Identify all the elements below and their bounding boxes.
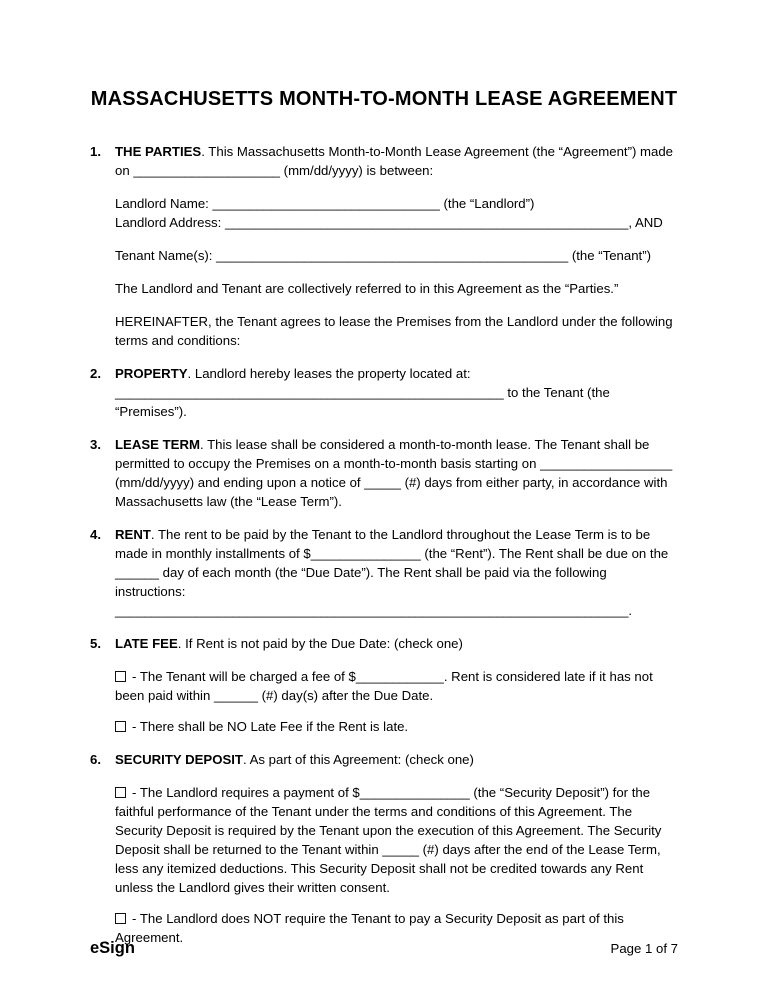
section-number: 5. [90, 636, 101, 651]
section-late-fee [90, 634, 678, 750]
checkbox-icon[interactable] [115, 671, 126, 682]
section-intro-text: . As part of this Agreement: (check one) [243, 752, 474, 767]
parties-clause: The Landlord and Tenant are collectively referred to in this Agreement as the “Parties.” [115, 281, 619, 296]
checkbox-icon[interactable] [115, 913, 126, 924]
section-intro-paragraph [115, 634, 678, 653]
section-body [115, 634, 678, 750]
section-intro-paragraph [115, 525, 678, 620]
section-heading: RENT [115, 527, 151, 542]
section-number: 4. [90, 527, 101, 542]
section-body [115, 142, 678, 364]
landlord-address-line: Landlord Address: _______________________________________________________, AND [115, 215, 663, 230]
section-heading: PROPERTY [115, 366, 188, 381]
check-option-label: - The Landlord requires a payment of $_______________ (the “Security Deposit”) for the faithful performance of the Tenant under the terms and conditions of this Agreement. The Security Deposit is required by the Tenant upon the execution of this Agreement. The Security Deposit shall be returned to the Tenant within _____ (#) days after the end of the Lease Term, less any itemized deductions. This Security Deposit shall not be credited towards any Rent unless the Landlord gives their written consent. [115, 785, 662, 895]
page-number-indicator: Page 1 of 7 [610, 941, 678, 956]
section-property [90, 364, 678, 435]
tenant-name-line: Tenant Name(s): ________________________________________________ (the “Tenant”) [115, 248, 652, 263]
late-fee-option-charged [115, 667, 678, 705]
section-security-deposit [90, 750, 678, 961]
security-deposit-option-required [115, 783, 678, 897]
check-option-label: - There shall be NO Late Fee if the Rent is late. [132, 719, 409, 734]
property-address-line: _____________________________________________________ to the Tenant (the “Premises”). [115, 385, 610, 419]
section-number: 1. [90, 144, 101, 159]
section-intro-text: . Landlord hereby leases the property located at: [187, 366, 471, 381]
section-body [115, 525, 678, 634]
section-body [115, 750, 678, 961]
section-intro-paragraph [115, 435, 678, 511]
checkbox-icon[interactable] [115, 721, 126, 732]
section-number: 6. [90, 752, 101, 767]
section-rent [90, 525, 678, 634]
section-intro-text: . The rent to be paid by the Tenant to the Landlord throughout the Lease Term is to be made in monthly installments of $_______________ (the “Rent”). The Rent shall be due on the ______ day of each month (the “Due Date”). The Rent shall be paid via the following instructions: ______________________________________________________________________. [115, 527, 669, 618]
section-heading: LATE FEE [115, 636, 178, 651]
hereinafter-clause: HEREINAFTER, the Tenant agrees to lease the Premises from the Landlord under the following terms and conditions: [115, 314, 673, 348]
late-fee-option-none [115, 717, 678, 736]
section-intro-text: . This Massachusetts Month-to-Month Lease Agreement (the “Agreement”) made on ____________________ (mm/dd/yyyy) is between: [115, 144, 674, 178]
section-body [115, 364, 678, 435]
landlord-name-line: Landlord Name: _______________________________ (the “Landlord”) [115, 196, 535, 211]
section-body [115, 435, 678, 525]
checkbox-icon[interactable] [115, 787, 126, 798]
section-intro-text: . If Rent is not paid by the Due Date: (check one) [177, 636, 463, 651]
section-number: 2. [90, 366, 101, 381]
page-footer [90, 939, 678, 958]
section-heading: LEASE TERM [115, 437, 200, 452]
esign-logo: eSign [90, 939, 135, 957]
section-heading: SECURITY DEPOSIT [115, 752, 243, 767]
section-the-parties [90, 142, 678, 364]
check-option-label: - The Tenant will be charged a fee of $____________. Rent is considered late if it has not been paid within ______ (#) day(s) after the Due Date. [115, 669, 653, 703]
section-intro-paragraph [115, 364, 678, 383]
section-intro-text: . This lease shall be considered a month-to-month lease. The Tenant shall be permitted to occupy the Premises on a month-to-month basis starting on __________________ (mm/dd/yyyy) and ending upon a notice of _____ (#) days from either party, in accordance with Massachusetts law (the “Lease Term”). [115, 437, 673, 509]
check-option-label: - The Landlord does NOT require the Tenant to pay a Security Deposit as part of this Agreement. [115, 911, 624, 945]
section-number: 3. [90, 437, 101, 452]
document-title: MASSACHUSETTS MONTH-TO-MONTH LEASE AGREEMENT [90, 88, 678, 110]
section-heading: THE PARTIES [115, 144, 202, 159]
section-intro-paragraph [115, 142, 678, 180]
section-intro-paragraph [115, 750, 678, 769]
section-lease-term [90, 435, 678, 525]
